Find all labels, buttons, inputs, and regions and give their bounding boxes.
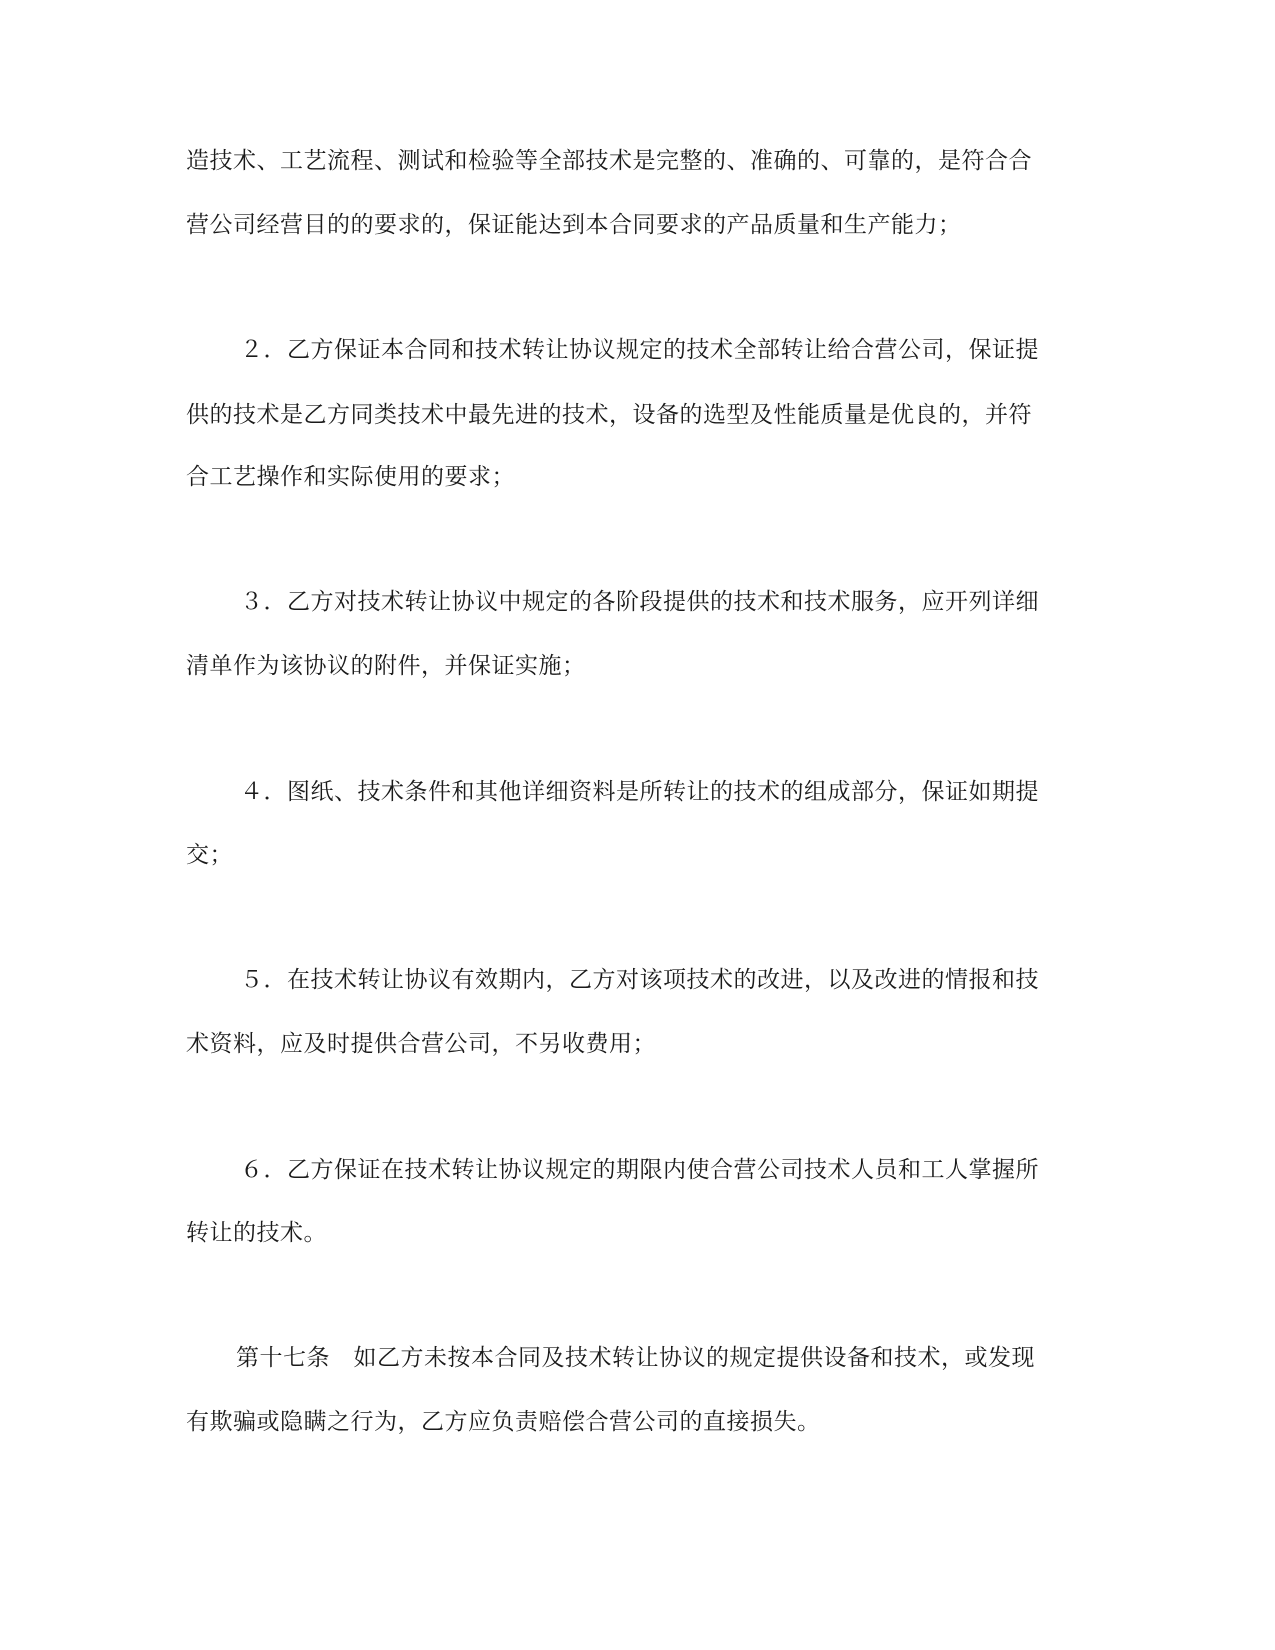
item-4-line-2: 交； [186, 842, 233, 868]
item-2-line-2: 供的技术是乙方同类技术中最先进的技术，设备的选型及性能质量是优良的，并符 [186, 402, 1032, 428]
paragraph-1-line-1: 造技术、工艺流程、测试和检验等全部技术是完整的、准确的、可靠的，是符合合 [186, 148, 1032, 174]
item-3-line-2: 清单作为该协议的附件，并保证实施； [186, 653, 586, 679]
item-5-line-1: ５．在技术转让协议有效期内，乙方对该项技术的改进，以及改进的情报和技 [240, 967, 1039, 993]
paragraph-1-line-2: 营公司经营目的的要求的，保证能达到本合同要求的产品质量和生产能力； [186, 212, 962, 238]
item-6-line-1: ６．乙方保证在技术转让协议规定的期限内使合营公司技术人员和工人掌握所 [240, 1157, 1039, 1183]
article-17-line-2: 有欺骗或隐瞒之行为，乙方应负责赔偿合营公司的直接损失。 [186, 1409, 821, 1435]
item-5-line-2: 术资料，应及时提供合营公司，不另收费用； [186, 1031, 656, 1057]
item-6-line-2: 转让的技术。 [186, 1220, 327, 1246]
item-2-line-3: 合工艺操作和实际使用的要求； [186, 464, 515, 490]
item-2-line-1: ２．乙方保证本合同和技术转让协议规定的技术全部转让给合营公司，保证提 [240, 337, 1039, 363]
article-17-line-1: 第十七条 如乙方未按本合同及技术转让协议的规定提供设备和技术，或发现 [236, 1345, 1035, 1371]
item-4-line-1: ４．图纸、技术条件和其他详细资料是所转让的技术的组成部分，保证如期提 [240, 779, 1039, 805]
item-3-line-1: ３．乙方对技术转让协议中规定的各阶段提供的技术和技术服务，应开列详细 [240, 589, 1039, 615]
